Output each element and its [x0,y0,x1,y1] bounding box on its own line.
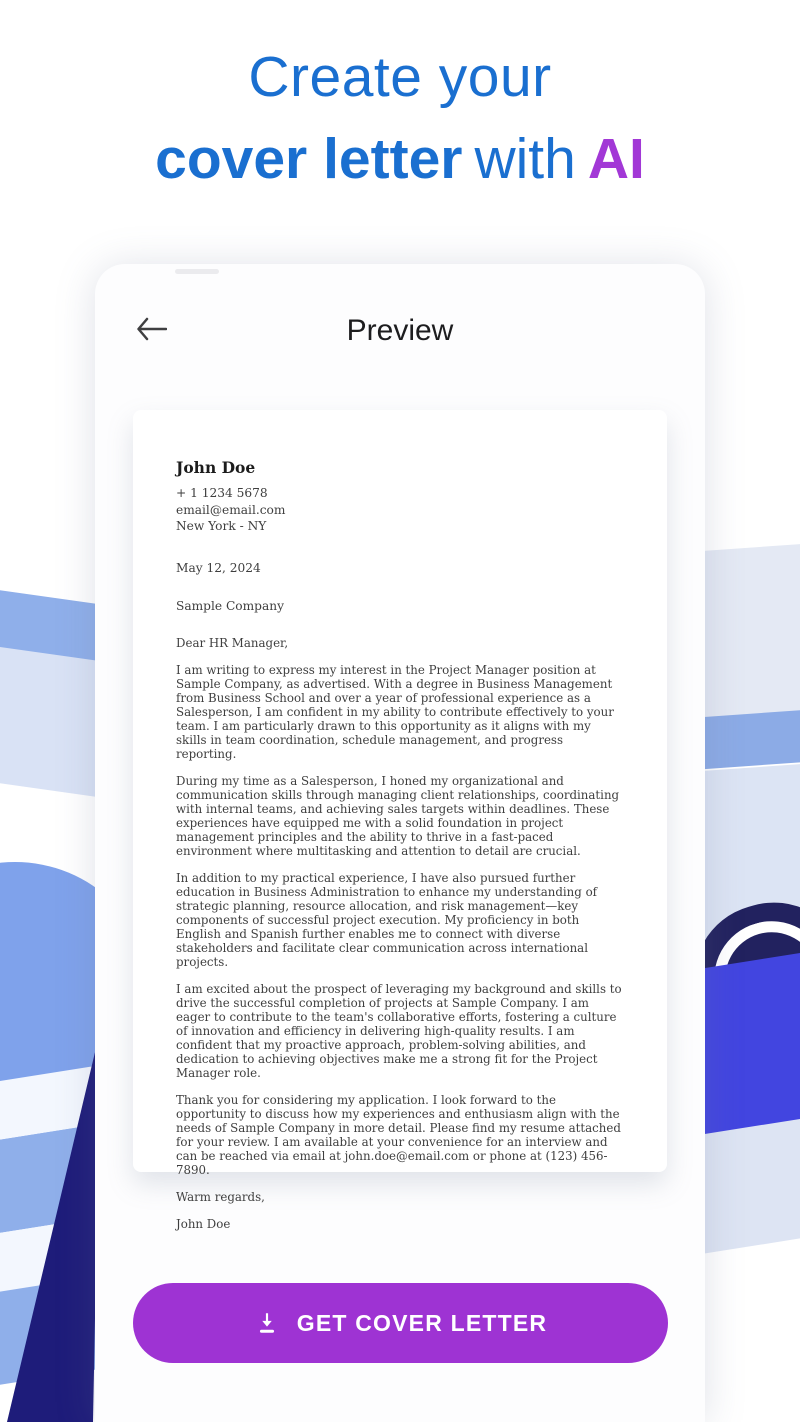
letter-closing: Warm regards, [176,1189,265,1204]
letter-paragraph: In addition to my practical experience, I have also pursued further education in Business Administration to enhance my understanding of strategic planning, resource allocation, and risk management—key components of successful project execution. My proficiency in both English and Spanish further enables me to connect with diverse stakeholders and facilitate clear communication across international projects. [176,870,598,969]
page-title: Preview [346,314,454,347]
preview-header [95,264,705,410]
download-icon [254,1310,280,1336]
letter-paragraph: During my time as a Salesperson, I honed my organizational and communication skills through managing client relationships, coordinating with internal teams, and achieving sales targets within deadlines. These experiences have equipped me with a solid foundation in project management principles and the ability to thrive in a fast-paced environment where multitasking and attention to detail are crucial. [176,773,620,858]
cover-letter-preview [133,410,667,1231]
letter-paragraph: I am writing to express my interest in the Project Manager position at Sample Company, as advertised. With a degree in Business Management from Business School and over a year of professional experience as a Salesperson, I am confident in my ability to contribute effectively to your team. I am particularly drawn to this opportunity as it aligns with my skills in team coordination, schedule management, and progress reporting. [176,662,614,761]
letter-date: May 12, 2024 [176,560,261,575]
letter-signature: John Doe [176,1216,231,1231]
hero-title-cover-letter: cover letter [155,127,463,191]
letter-email: email@email.com [176,502,286,517]
letter-paragraph: I am excited about the prospect of leveraging my background and skills to drive the successful completion of projects at Sample Company. I am eager to contribute to the team's collaborative efforts, fostering a culture of innovation and efficiency in delivering high-quality results. I am confident that my proactive approach, problem-solving abilities, and dedication to achieving objectives make me a strong fit for the Project Manager role. [176,981,622,1080]
hero-title-line2 [0,126,800,192]
hero-title-with: with [474,127,576,191]
letter-paragraph: Thank you for considering my application. I look forward to the opportunity to discuss how my experiences and enthusiasm align with the needs of Sample Company in more detail. Please find my resume attached for your review. I am available at your convenience for an interview and can be reached via email at john.doe@email.com or phone at (123) 456-7890. [176,1092,621,1177]
get-cover-letter-button[interactable] [133,1283,668,1363]
hero-title [0,44,800,192]
hero-title-ai: AI [587,127,645,191]
get-cover-letter-label: GET COVER LETTER [296,1309,548,1336]
letter-location: New York - NY [176,519,267,533]
letter-name: John Doe [176,458,256,477]
letter-phone: + 1 1234 5678 [176,486,268,500]
phone-mockup [95,264,705,1422]
hero-title-line1: Create your [248,45,552,109]
letter-salutation: Dear HR Manager, [176,635,289,650]
letter-company: Sample Company [176,598,284,613]
